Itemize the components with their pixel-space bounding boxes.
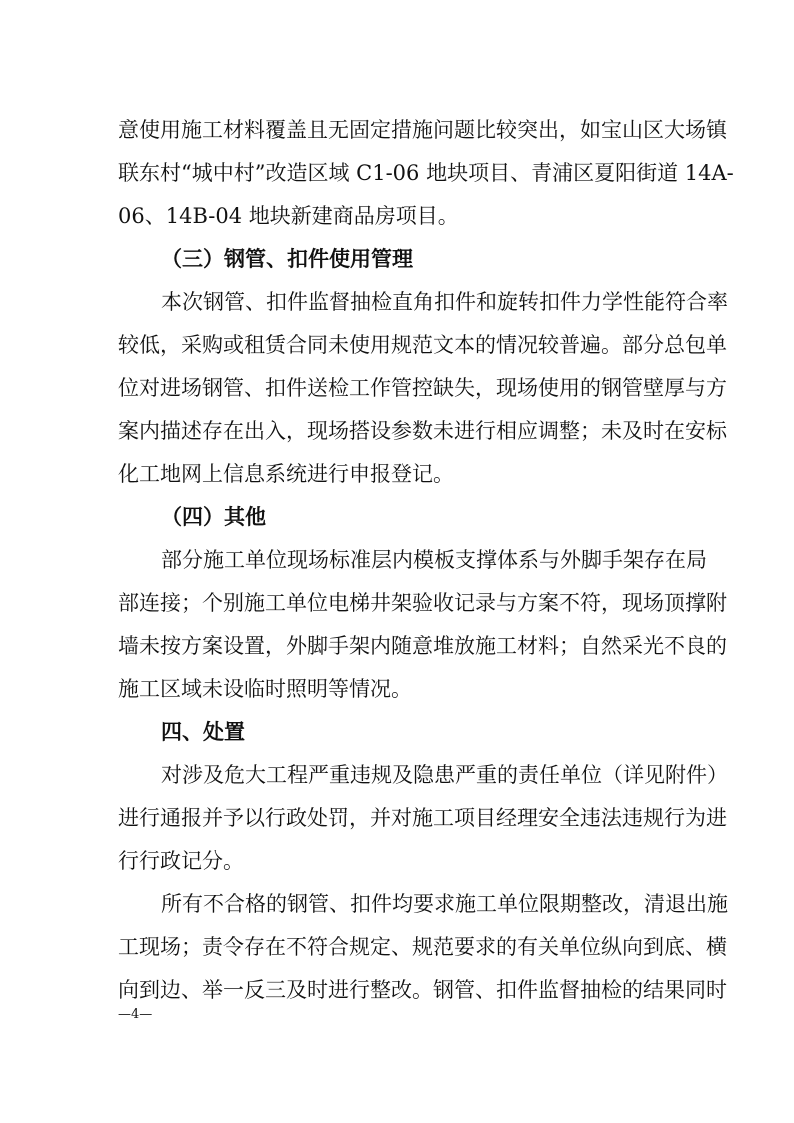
body-line: 06、14B-04 地块新建商品房项目。 (118, 204, 459, 228)
body-line: 本次钢管、扣件监督抽检直角扣件和旋转扣件力学性能符合率 (161, 290, 728, 314)
body-line: 向到边、举一反三及时进行整改。钢管、扣件监督抽检的结果同时 (118, 978, 727, 1002)
body-line: 联东村“城中村”改造区域 C1-06 地块项目、青浦区夏阳街道 14A- (118, 161, 734, 185)
body-line: 对涉及危大工程严重违规及隐患严重的责任单位（详见附件） (161, 763, 728, 787)
body-line: 意使用施工材料覆盖且无固定措施问题比较突出，如宝山区大场镇 (118, 118, 727, 142)
body-line: 部分施工单位现场标准层内模板支撑体系与外脚手架存在局 (161, 548, 707, 572)
section-heading-steel-pipes: （三）钢管、扣件使用管理 (161, 247, 413, 271)
section-heading-other: （四）其他 (161, 505, 266, 529)
body-line: 部连接；个别施工单位电梯井架验收记录与方案不符，现场顶撑附 (118, 591, 727, 615)
body-line: 行行政记分。 (118, 849, 244, 873)
body-line: 案内描述存在出入，现场搭设参数未进行相应调整；未及时在安标 (118, 419, 727, 443)
body-line: 进行通报并予以行政处罚，并对施工项目经理安全违法违规行为进 (118, 806, 727, 830)
section-heading-disposal: 四、处置 (161, 720, 245, 744)
body-line: 墙未按方案设置，外脚手架内随意堆放施工材料；自然采光不良的 (118, 634, 727, 658)
body-line: 化工地网上信息系统进行申报登记。 (118, 462, 454, 486)
page-number: —4— (118, 1007, 153, 1022)
body-line: 工现场；责令存在不符合规定、规范要求的有关单位纵向到底、横 (118, 935, 727, 959)
body-line: 较低，采购或租赁合同未使用规范文本的情况较普遍。部分总包单 (118, 333, 727, 357)
body-line: 所有不合格的钢管、扣件均要求施工单位限期整改，清退出施 (161, 892, 728, 916)
body-line: 位对进场钢管、扣件送检工作管控缺失，现场使用的钢管壁厚与方 (118, 376, 727, 400)
body-line: 施工区域未设临时照明等情况。 (118, 677, 412, 701)
